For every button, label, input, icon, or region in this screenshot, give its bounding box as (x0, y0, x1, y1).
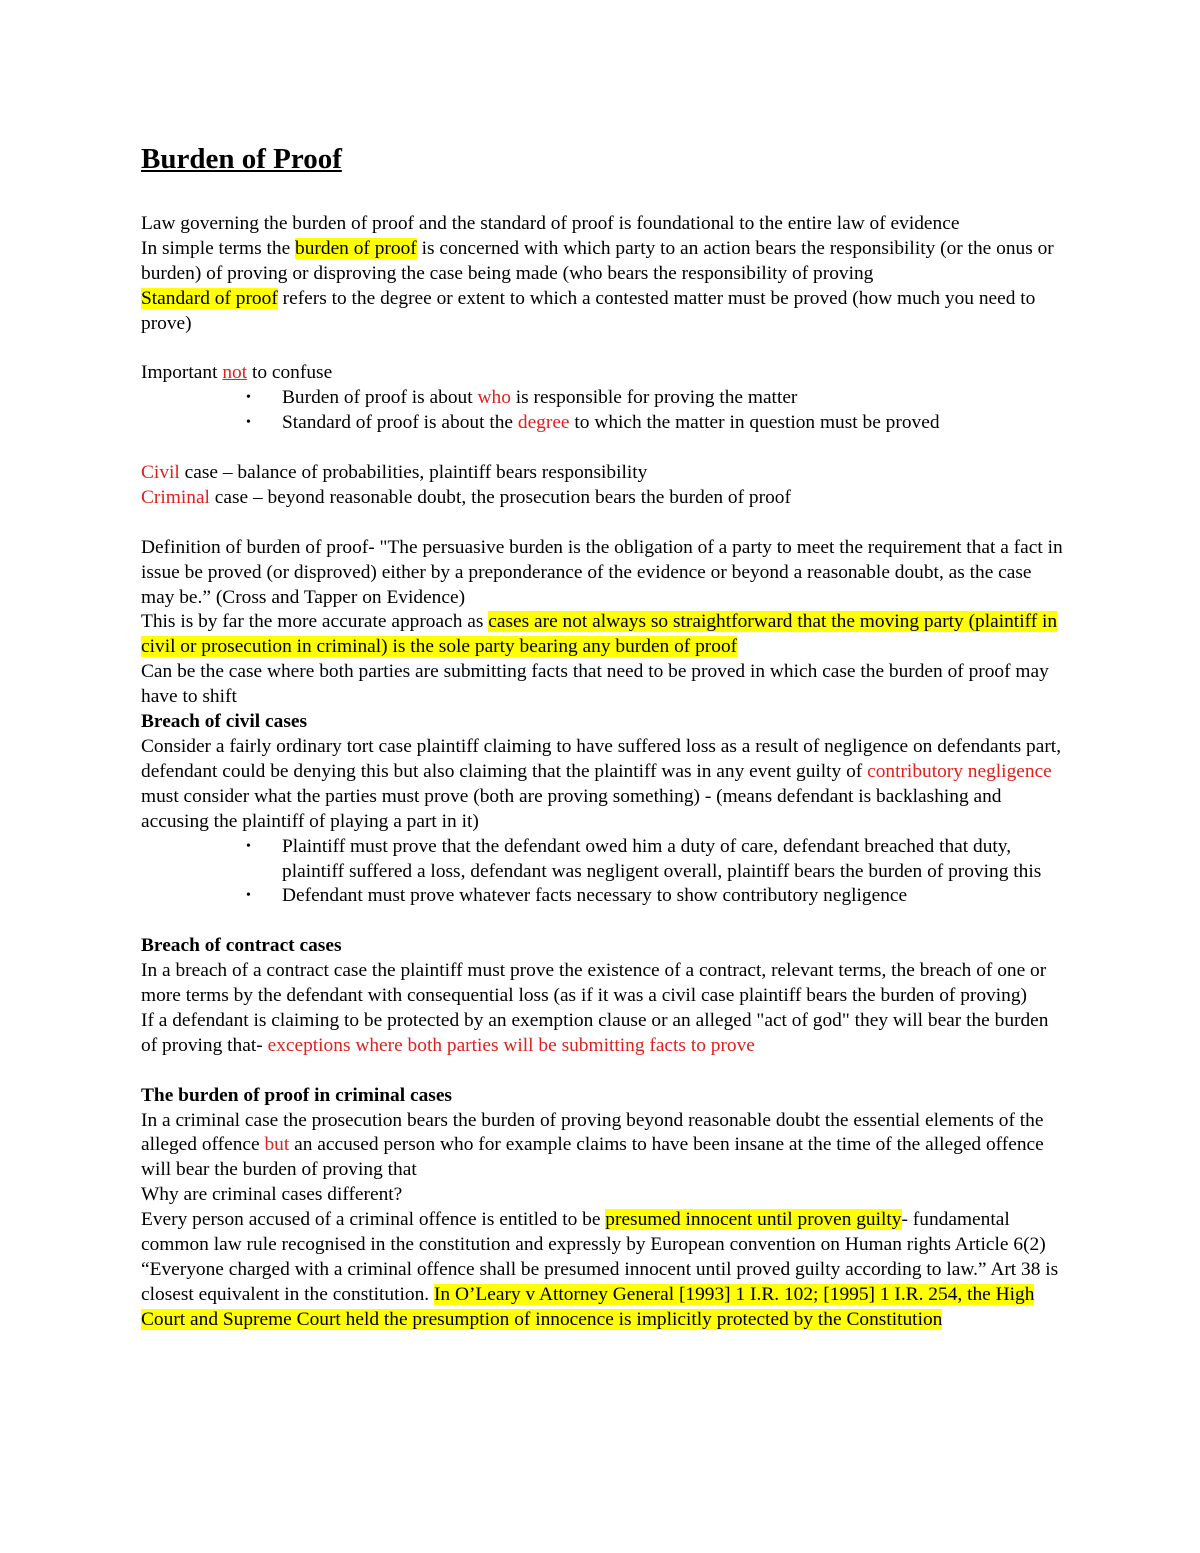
list-item (246, 411, 1063, 436)
text-span: is responsible for proving the matter (510, 387, 798, 409)
confuse-list (141, 386, 1063, 436)
intro-line (141, 212, 1063, 237)
text-span: - fundamental common law rule recognised in the constitution and expressly by European convention on Human rights Article 6(2) “Everyone charged with a criminal offence shall be presumed innocent until proved guilty according to law.” Art 38 is closest equivalent in the constitution. (141, 1209, 1059, 1305)
intro-text: Law governing the burden of proof and the standard of proof is foundational to the entire law of evidence (141, 213, 960, 234)
standard-definition (141, 287, 1063, 337)
text-span: Consider a fairly ordinary tort case plaintiff claiming to have suffered loss as a result of negligence on defendants part, defendant could be denying this but also claiming that the plaintiff was in any event guilty of (141, 735, 1062, 782)
document-body (141, 140, 1063, 1333)
text-span: In simple terms the (141, 237, 296, 259)
criminal-paragraph-2 (141, 1208, 1063, 1333)
contract-paragraph-2 (141, 1009, 1063, 1059)
highlight-burden-of-proof: burden of proof (295, 237, 417, 259)
text-span: refers to the degree or extent to which a contested matter must be proved (how much you need to prove) (141, 287, 1036, 334)
bullet-icon: • (246, 390, 251, 406)
red-not: not (222, 362, 248, 384)
text-span: In a criminal case the prosecution bears the burden of proving beyond reasonable doubt the essential elements of the alleged offence (141, 1109, 1044, 1156)
text-span: an accused person who for example claims to have been insane at the time of the alleged offence will bear the burden of proving that (141, 1134, 1044, 1181)
text-span: case – balance of probabilities, plaintiff bears responsibility (179, 462, 648, 484)
text-span: Important (141, 362, 223, 384)
civil-case-line (141, 461, 1063, 486)
burden-definition (141, 237, 1063, 287)
red-civil: Civil (141, 462, 180, 484)
bullet-icon: • (246, 415, 251, 431)
red-criminal: Criminal (141, 486, 210, 508)
accurate-approach (141, 610, 1063, 660)
text-span: to confuse (247, 362, 333, 384)
text-span: case – beyond reasonable doubt, the prosecution bears the burden of proof (209, 486, 791, 508)
bullet-icon: • (246, 838, 251, 854)
text-span: Plaintiff must prove that the defendant owed him a duty of care, defendant breached that duty, plaintiff suffered a loss, defendant was negligent overall, plaintiff bears the burden of proving this (282, 835, 1042, 882)
contract-paragraph-1: In a breach of a contract case the plaintiff must prove the existence of a contract, relevant terms, the breach of one or more terms by the defendant with consequential loss (as if it was a civil case plaintiff bears the burden of proving) (141, 960, 1047, 1007)
text-span: This is by far the more accurate approach as (141, 611, 489, 633)
red-but: but (264, 1134, 290, 1156)
text-span: must consider what the parties must prove (both are proving something) - (means defendant is backlashing and accusing the plaintiff of playing a part in it) (141, 785, 1002, 832)
red-degree: degree (517, 412, 570, 434)
bullet-icon: • (246, 888, 251, 904)
criminal-case-line (141, 486, 1063, 511)
text-span: If a defendant is claiming to be protected by an exemption clause or an alleged "act of god" they will bear the burden of proving that- (141, 1009, 1049, 1056)
confuse-line (141, 361, 1063, 386)
highlight-accurate-approach: cases are not always so straightforward that the moving party (plaintiff in civil or prosecution in criminal) is the sole party bearing any burden of proof (141, 611, 1058, 658)
list-item (246, 884, 1063, 909)
heading-criminal: The burden of proof in criminal cases (141, 1084, 452, 1106)
highlight-oleary-case: In O’Leary v Attorney General [1993] 1 I.R. 102; [1995] 1 I.R. 254, the High Court and Supreme Court held the presumption of innocence is implicitly protected by the Constitution (141, 1283, 1035, 1330)
text-span: Every person accused of a criminal offence is entitled to be (141, 1209, 606, 1231)
civil-breach-paragraph (141, 735, 1063, 835)
red-who: who (477, 387, 511, 409)
highlight-standard-of-proof: Standard of proof (141, 287, 278, 309)
list-item (246, 386, 1063, 411)
text-span: is concerned with which party to an action bears the responsibility (or the onus or burden) of proving or disproving the case being made (who bears the responsibility of proving (141, 237, 1054, 284)
list-item (246, 835, 1063, 885)
definition-paragraph: Definition of burden of proof- "The persuasive burden is the obligation of a party to meet the requirement that a fact in issue be proved (or disproved) either by a preponderance of the evidence or beyond a reasonable doubt, as the case may be.” (Cross and Tapper on Evidence) (141, 536, 1063, 608)
why-question: Why are criminal cases different? (141, 1184, 403, 1206)
heading-civil-breach: Breach of civil cases (141, 711, 308, 733)
shift-paragraph: Can be the case where both parties are submitting facts that need to be proved in which case the burden of proof may have to shift (141, 661, 1049, 708)
text-span: Defendant must prove whatever facts necessary to show contributory negligence (282, 885, 908, 907)
highlight-presumed-innocent: presumed innocent until proven guilty (605, 1209, 902, 1231)
criminal-paragraph-1 (141, 1109, 1063, 1184)
text-span: to which the matter in question must be proved (569, 412, 940, 434)
red-exceptions: exceptions where both parties will be submitting facts to prove (267, 1034, 755, 1056)
page-title: Burden of Proof (141, 143, 342, 175)
heading-contract-breach: Breach of contract cases (141, 935, 342, 957)
red-contributory-negligence: contributory negligence (867, 760, 1052, 782)
civil-breach-list (141, 835, 1063, 910)
text-span: Standard of proof is about the (282, 412, 518, 434)
text-span: Burden of proof is about (282, 387, 478, 409)
